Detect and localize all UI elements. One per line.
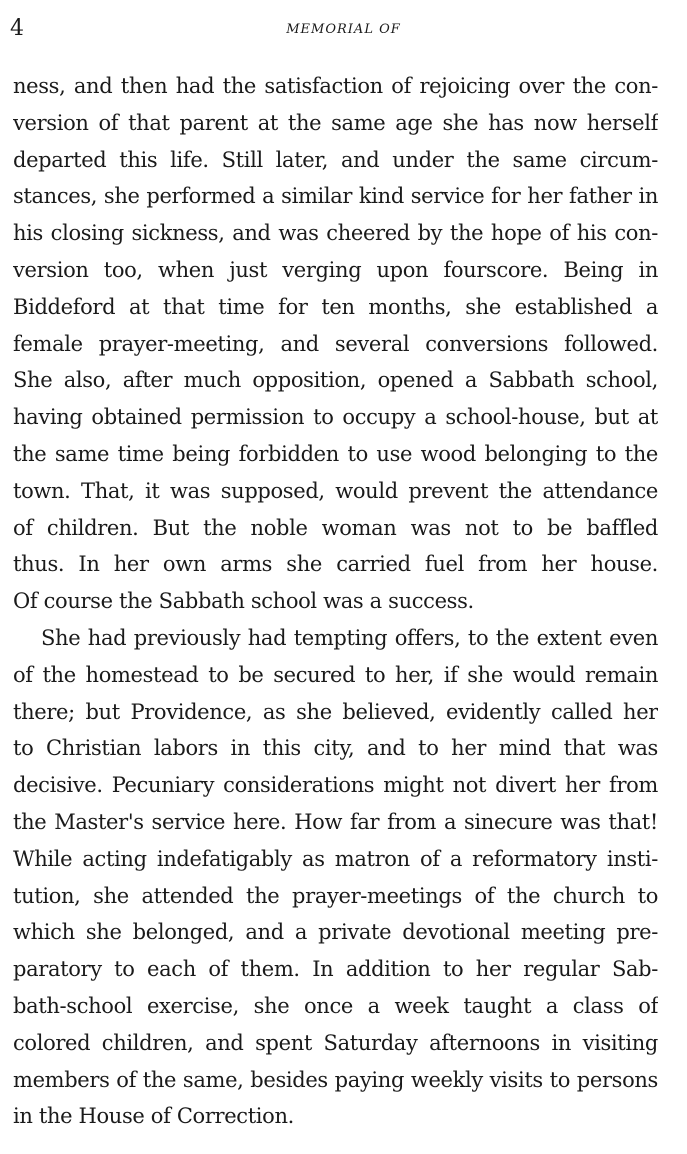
text-line: tution, she attended the prayer-meetings of the church to [13, 883, 658, 908]
text-line: bath-school exercise, she once a week taught a class of [13, 993, 658, 1018]
text-line: town. That, it was supposed, would prevent the attendance [13, 478, 658, 503]
text-line: in the House of Correction. [13, 1104, 294, 1129]
text-line: While acting indefatigably as matron of a reformatory insti- [13, 846, 658, 871]
text-line: stances, she performed a similar kind service for her father in [13, 184, 658, 209]
text-line: members of the same, besides paying weekly visits to persons [13, 1067, 658, 1092]
text-line: version too, when just verging upon fourscore. Being in [13, 257, 658, 282]
text-line: there; but Providence, as she believed, evidently called her [13, 699, 658, 724]
text-line: She had previously had tempting offers, to the extent even [41, 625, 658, 650]
text-line: female prayer-meeting, and several conversions followed. [13, 331, 658, 356]
text-line: to Christian labors in this city, and to her mind that was [13, 736, 658, 761]
text-line: the Master's service here. How far from a sinecure was that! [13, 809, 658, 834]
text-line: version of that parent at the same age she has now herself [13, 110, 658, 135]
text-line: colored children, and spent Saturday afternoons in visiting [13, 1030, 658, 1055]
text-line: She also, after much opposition, opened a Sabbath school, [13, 368, 658, 393]
text-line: ness, and then had the satisfaction of rejoicing over the con- [13, 74, 658, 98]
text-line: of the homestead to be secured to her, if she would remain [13, 662, 658, 687]
running-title: MEMORIAL OF [286, 22, 401, 37]
text-line: which she belonged, and a private devotional meeting pre- [13, 920, 658, 945]
running-head [0, 14, 687, 44]
body-text [13, 68, 658, 1135]
page-number: 4 [10, 16, 24, 41]
text-line: decisive. Pecuniary considerations might not divert her from [13, 773, 658, 798]
text-line: of children. But the noble woman was not to be baffled [13, 515, 658, 540]
text-line: the same time being forbidden to use wood belonging to the [13, 441, 658, 466]
text-line: thus. In her own arms she carried fuel from her house. [13, 552, 658, 577]
text-line: Biddeford at that time for ten months, she established a [13, 294, 658, 319]
text-line: having obtained permission to occupy a school-house, but at [13, 405, 658, 430]
paragraph-1 [13, 68, 658, 620]
paragraph-2 [13, 620, 658, 1135]
text-line: Of course the Sabbath school was a success. [13, 589, 474, 614]
text-line: paratory to each of them. In addition to her regular Sab- [13, 957, 658, 982]
text-line: his closing sickness, and was cheered by the hope of his con- [13, 221, 658, 246]
text-line: departed this life. Still later, and under the same circum- [13, 147, 658, 172]
